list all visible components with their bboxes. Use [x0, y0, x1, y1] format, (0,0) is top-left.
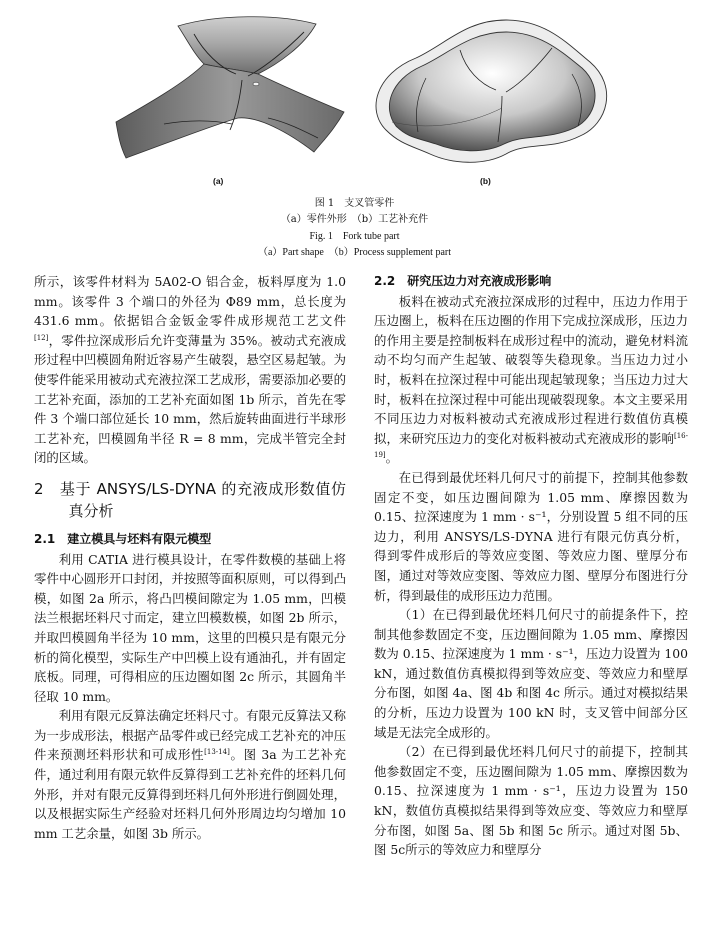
right-paragraph-1: 板料在被动式充液拉深成形的过程中，压边力作用于压边圈上，板料在压边圈的作用下完成拉深成形，压边力的作用主要是控制板料在成形过程中的流动，避免材料流动不均匀而产生起皱、破裂等失稳现象。当压边力过小时，板料在拉深过程中可能出现起皱现象；当压边力过大时，板料在拉深过程中可能出现破裂现象。本文主要采用不同压边力对板料被动式充液成形过程进行数值仿真模拟，来研究压边力的变化对板料被动式充液成形的影响[16-19]。	[374, 293, 688, 466]
figure-caption-title-en: Fig. 1 Fork tube part	[309, 231, 400, 242]
right-paragraph-3: （1）在已得到最优坯料几何尺寸的前提条件下，控制其他参数固定不变，压边圈间隙为 1.05 mm、摩擦因数为 0.15、拉深速度为 1 mm · s⁻¹，压边力设置为 100 kN，通过数值仿真模拟得到等效应变、等效应力和壁厚分布图，如图 4a、图 4b 和图 4c 所示。通过对模拟结果的分析，压边力设置为 100 kN 时，支叉管中间部分区域是无法完全成形的。	[374, 607, 688, 740]
right-paragraph-2: 在已得到最优坯料几何尺寸的前提下，控制其他参数固定不变，如压边圈间隙为 1.05 mm、摩擦因数为 0.15、拉深速度为 1 mm · s⁻¹，分别设置 5 组不同的压边力，利用 ANSYS/LS-DYNA 进行有限元仿真分析，得到零件成形后的等效应变图、等效应力图、壁厚分布图，通过对等效应变图、等效应力图、壁厚分布图进行分析，得到最佳的成形压边力范围。	[374, 469, 688, 603]
figure-caption-sub-en: （a）Part shape （b）Process supplement part	[257, 247, 452, 258]
figure-1a-part-shape	[108, 12, 348, 172]
figure-1b-label: (b)	[480, 176, 491, 186]
left-paragraph-3: 利用有限元反算法确定坯料尺寸。有限元反算法又称为一步成形法，根据产品零件或已经完成工艺补充的冲压件来预测坯料形状和可成形性[13-14]。图 3a 为工艺补充件，通过利用有限元软件反算得到工艺补充件的坯料几何外形，并对有限元反算得到坯料几何外形进行倒圆处理，以及根据实际生产经验对坯料几何外形周边均匀增加 10 mm 工艺余量，如图 3b 所示。	[34, 708, 347, 841]
figure-1a-label: (a)	[213, 176, 224, 186]
right-paragraph-4: （2）在已得到最优坯料几何尺寸的前提下，控制其他参数固定不变，压边圈间隙为 1.05 mm、摩擦因数为 0.15、拉深速度为 1 mm · s⁻¹，压边力设置为 150 kN，数值仿真模拟结果得到等效应变、等效应力和壁厚分布图，如图 5a、图 5b 和图 5c 所示。通过对图 5b、图 5c所示的等效应力和壁厚分	[374, 744, 688, 858]
left-column	[34, 272, 346, 843]
figure-1b-process-supplement	[356, 14, 614, 172]
left-paragraph-2: 利用 CATIA 进行模具设计，在零件数模的基础上将零件中心圆形开口封闭，并按照等面积原则，可以得到凸模，如图 2a 所示，将凸凹模间隙定为 1.05 mm，凹模法兰根据坯料尺寸而定，建立凹模数模，如图 2b 所示，并取凹模圆角半径为 10 mm，这里的凹模只是有限元分析的简化模型，实际生产中凹模上设有通油孔，并有固定底板。同理，可得相应的压边圈如图 2c 所示，其圆角半径取 10 mm。	[34, 551, 346, 704]
subsection-2-1-heading: 2.1 建立模具与坯料有限元模型	[34, 531, 212, 546]
section-2-heading: 2 基于 ANSYS/LS-DYNA 的充液成形数值仿真分析	[34, 479, 346, 520]
figure-caption-title-cn: 图 1 支叉管零件	[314, 198, 395, 209]
fork-tube-part-illustration	[108, 12, 348, 172]
left-paragraph-1: 所示，该零件材料为 5A02-O 铝合金，板料厚度为 1.0 mm。该零件 3 个端口的外径为 Φ89 mm，总长度为 431.6 mm。依据铝合金钣金零件成形规范工艺文件[12]，零件拉深成形后允许变薄量为 35%。被动式充液成形过程中凹模圆角附近容易产生破裂，悬空区易起皱。为使零件能采用被动式充液拉深工艺成形，需要添加必要的工艺补充面，添加的工艺补充面如图 1b 所示，首先在零件 3 个端口部位延长 10 mm，然后旋转曲面进行半球形工艺补充，凹模圆角半径 R = 8 mm，完成半管完全封闭的区域。	[34, 274, 346, 466]
process-supplement-illustration	[356, 14, 614, 172]
right-column	[374, 272, 688, 860]
subsection-2-2-heading: 2.2 研究压边力对充液成形影响	[374, 274, 552, 288]
figure-caption-sub-cn: （a）零件外形 （b）工艺补充件	[280, 214, 429, 225]
